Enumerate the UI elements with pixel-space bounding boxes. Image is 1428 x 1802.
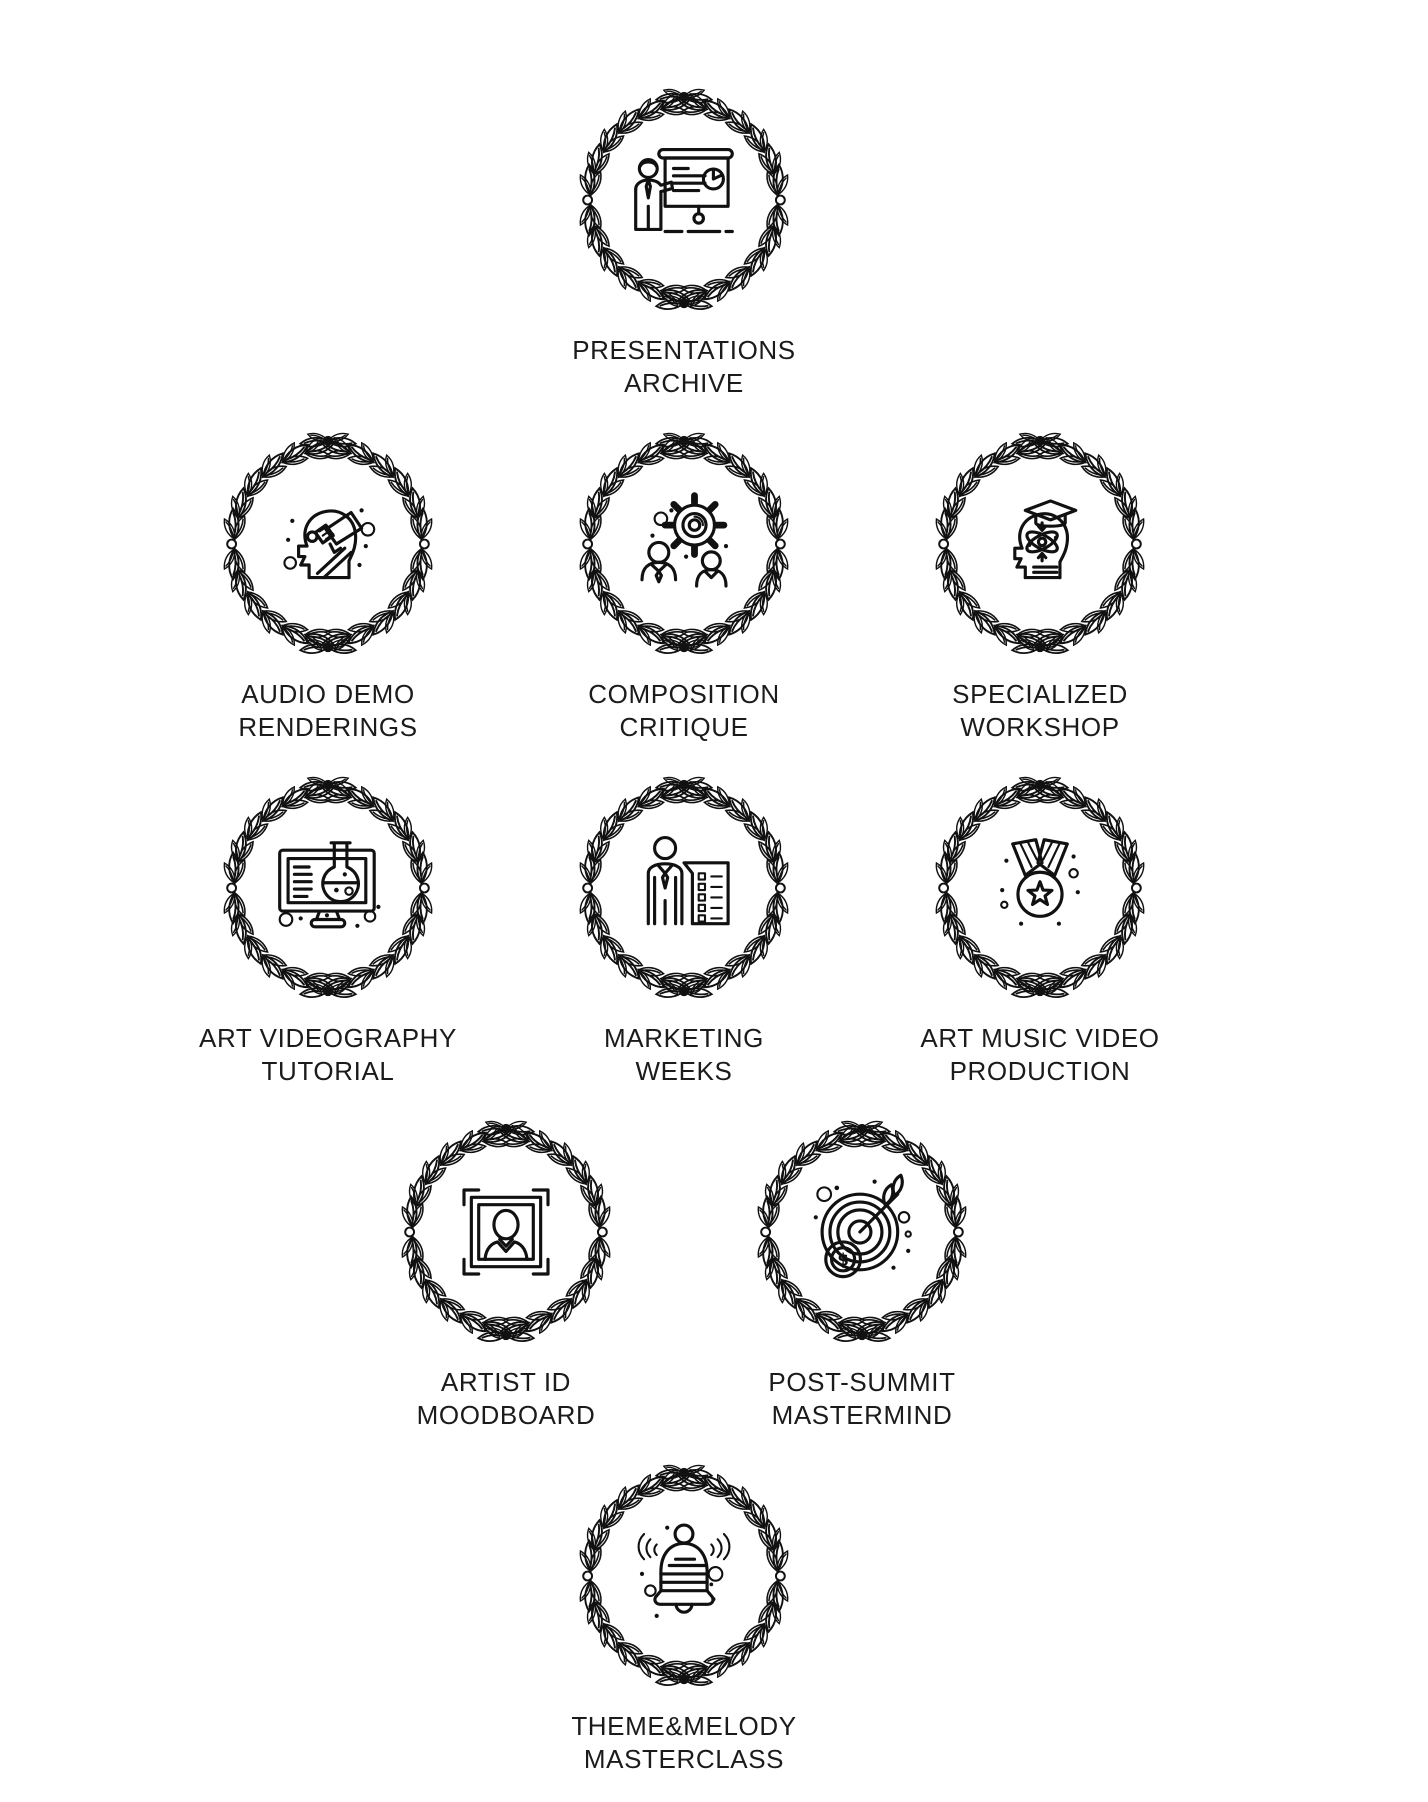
badge-label	[572, 334, 796, 400]
badge-label	[604, 1022, 764, 1088]
badge-label-line1: ART MUSIC VIDEO	[920, 1023, 1160, 1053]
badge-label-line2: PRODUCTION	[949, 1056, 1131, 1086]
wreath-frame	[566, 1458, 802, 1694]
person-checklist-icon	[621, 825, 747, 951]
badge-label-line2: MOODBOARD	[416, 1400, 596, 1430]
badge-composition-critique	[506, 426, 862, 744]
badge-row-4	[0, 1114, 1368, 1432]
badge-artist-id-moodboard	[328, 1114, 684, 1432]
badge-label	[571, 1710, 796, 1776]
badge-art-videography-tutorial	[150, 770, 506, 1088]
badge-marketing-weeks	[506, 770, 862, 1088]
wreath-frame	[744, 1114, 980, 1350]
wreath-frame	[388, 1114, 624, 1350]
badge-label	[920, 1022, 1159, 1088]
badge-row-5	[0, 1458, 1368, 1776]
badge-theme-melody-masterclass	[506, 1458, 862, 1776]
badge-label-line2: TUTORIAL	[261, 1056, 395, 1086]
wreath-frame	[210, 426, 446, 662]
badge-row-3	[0, 770, 1368, 1088]
badge-label-line1: MARKETING	[604, 1023, 764, 1053]
wreath-frame	[566, 82, 802, 318]
badge-label-line2: MASTERMIND	[771, 1400, 953, 1430]
badge-label-line1: SPECIALIZED	[952, 679, 1128, 709]
bell-icon	[621, 1513, 747, 1639]
badge-art-music-video-production	[862, 770, 1218, 1088]
badge-label-line2: WORKSHOP	[960, 712, 1120, 742]
graduate-head-icon	[977, 481, 1103, 607]
presentation-board-icon	[621, 137, 747, 263]
wreath-frame	[922, 426, 1158, 662]
badge-label	[588, 678, 780, 744]
badge-row-2	[0, 426, 1368, 744]
badge-label-line1: THEME&MELODY	[571, 1711, 797, 1741]
badge-specialized-workshop	[862, 426, 1218, 744]
megaphone-head-icon	[265, 481, 391, 607]
badge-label-line1: AUDIO DEMO	[241, 679, 415, 709]
wreath-frame	[566, 770, 802, 1006]
badge-audio-demo-renderings	[150, 426, 506, 744]
portrait-frame-icon	[443, 1169, 569, 1295]
badge-post-summit-mastermind	[684, 1114, 1040, 1432]
badge-label-line2: CRITIQUE	[619, 712, 749, 742]
gear-people-icon	[621, 481, 747, 607]
badge-label	[768, 1366, 955, 1432]
badge-label-line1: COMPOSITION	[588, 679, 780, 709]
badge-label	[199, 1022, 457, 1088]
badge-label	[417, 1366, 596, 1432]
badge-label-line1: POST-SUMMIT	[768, 1367, 956, 1397]
badge-row-1	[0, 82, 1368, 400]
target-arrow-icon	[799, 1169, 925, 1295]
badge-label-line1: ART VIDEOGRAPHY	[199, 1023, 457, 1053]
badge-label-line1: ARTIST ID	[440, 1367, 572, 1397]
badge-label-line2: RENDERINGS	[238, 712, 418, 742]
wreath-frame	[210, 770, 446, 1006]
badge-label-line1: PRESENTATIONS	[572, 335, 796, 365]
badge-label	[952, 678, 1128, 744]
medal-star-icon	[977, 825, 1103, 951]
monitor-flask-icon	[265, 825, 391, 951]
badge-label-line2: ARCHIVE	[624, 368, 744, 398]
badge-label	[238, 678, 417, 744]
badge-presentations-archive	[506, 82, 862, 400]
svg-text:$: $	[837, 1249, 849, 1270]
wreath-frame	[922, 770, 1158, 1006]
wreath-frame	[566, 426, 802, 662]
badge-label-line2: WEEKS	[635, 1056, 733, 1086]
badge-label-line2: MASTERCLASS	[583, 1744, 785, 1774]
